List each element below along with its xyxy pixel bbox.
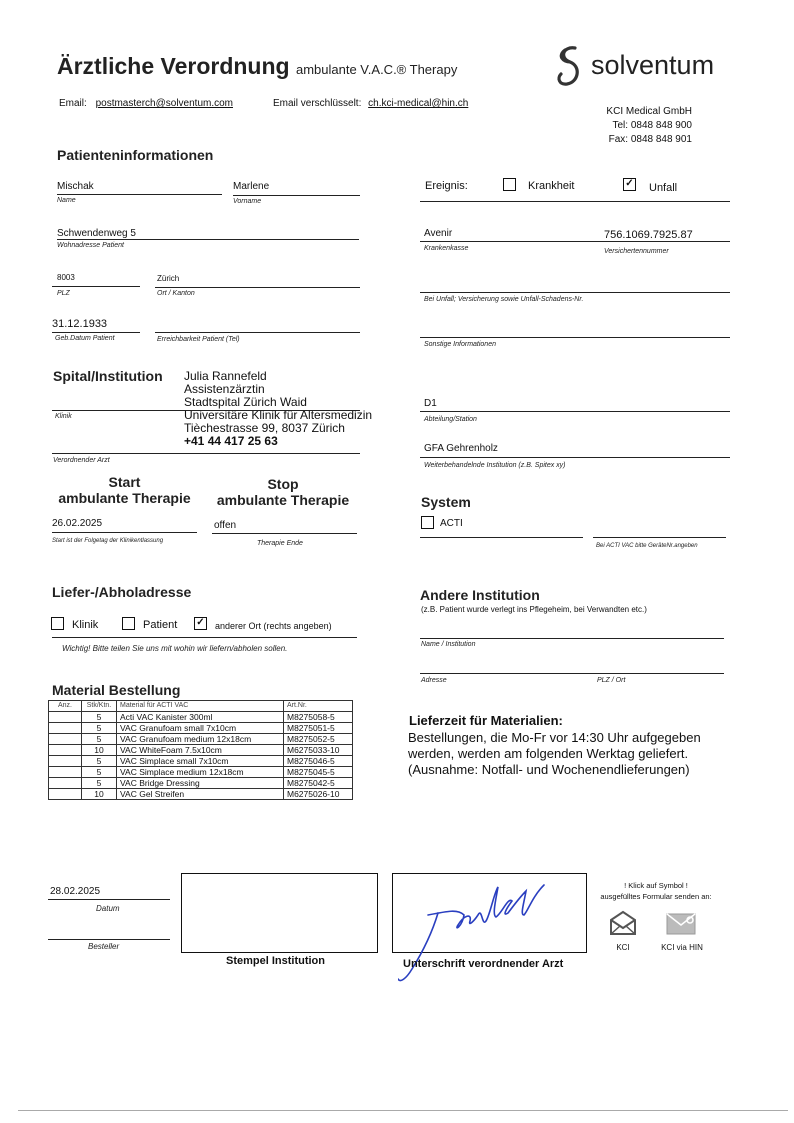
liefer-anderer-checkbox[interactable] <box>194 617 207 630</box>
cell-anz[interactable] <box>49 745 82 756</box>
liefer-klinik-label: Klinik <box>72 619 99 631</box>
stop-caption: Therapie Ende <box>257 540 303 547</box>
klinik-caption: Klinik <box>55 413 72 420</box>
cell-artnr: M8275051-5 <box>284 723 353 734</box>
email-link[interactable]: postmasterch@solventum.com <box>95 98 233 109</box>
cell-anz[interactable] <box>49 767 82 778</box>
tel-caption: Erreichbarkeit Patient (Tel) <box>157 336 240 343</box>
send-kci-button[interactable] <box>608 910 638 958</box>
cell-anz[interactable] <box>49 778 82 789</box>
col-stk: Stk/Ktn. <box>82 701 117 712</box>
cell-anz[interactable] <box>49 712 82 723</box>
unfall-checkbox[interactable] <box>623 178 636 191</box>
acti-label: ACTI <box>440 518 463 529</box>
cell-artnr: M6275026-10 <box>284 789 353 800</box>
cell-artnr: M8275052-5 <box>284 734 353 745</box>
table-row <box>49 734 353 745</box>
material-table <box>48 700 353 800</box>
patient-address[interactable]: Schwendenweg 5 <box>57 228 136 239</box>
liefer-klinik-checkbox[interactable] <box>51 617 64 630</box>
cell-stk: 5 <box>82 767 117 778</box>
table-header-row <box>49 701 353 712</box>
besteller-caption: Besteller <box>88 942 120 951</box>
solventum-logo-icon <box>553 44 587 90</box>
stop-subtitle: ambulante Therapie <box>216 492 350 508</box>
cell-material: VAC Granufoam small 7x10cm <box>117 723 284 734</box>
start-caption: Start ist der Folgetag der Klinikentlassung <box>52 538 164 544</box>
page-title: Ärztliche Verordnung ambulante V.A.C.® Therapy <box>57 53 458 79</box>
email-encrypted-label: Email verschlüsselt: <box>273 98 362 109</box>
table-row <box>49 789 353 800</box>
krankheit-label: Krankheit <box>528 180 575 192</box>
weiterbehandelnde-value[interactable]: GFA Gehrenholz <box>424 443 498 454</box>
stempel-label: Stempel Institution <box>226 955 325 967</box>
section-liefer: Liefer-/Abholadresse <box>52 584 192 600</box>
patient-name[interactable]: Mischak <box>57 181 94 192</box>
cell-material: Acti VAC Kanister 300ml <box>117 712 284 723</box>
cell-stk: 10 <box>82 789 117 800</box>
section-material: Material Bestellung <box>52 682 181 698</box>
liefer-patient-label: Patient <box>143 619 178 631</box>
email-encrypted-link[interactable]: ch.kci-medical@hin.ch <box>368 98 469 109</box>
lieferzeit-title: Lieferzeit für Materialien: <box>409 713 563 728</box>
sonstige-caption: Sonstige Informationen <box>424 341 496 348</box>
cell-material: VAC Bridge Dressing <box>117 778 284 789</box>
station-caption: Abteilung/Station <box>424 416 477 423</box>
patient-plz[interactable]: 8003 <box>57 273 75 282</box>
table-row <box>49 767 353 778</box>
checkmark-icon: ✓ <box>625 178 634 189</box>
table-row <box>49 756 353 767</box>
datum-caption: Datum <box>96 904 120 913</box>
acti-caption: Bei ACTI VAC bitte GeräteNr.angeben <box>596 543 698 549</box>
table-row <box>49 745 353 756</box>
andere-name-caption: Name / Institution <box>421 641 476 648</box>
section-andere: Andere Institution <box>420 587 540 603</box>
cell-stk: 5 <box>82 734 117 745</box>
stamp-line: +41 44 417 25 63 <box>184 434 278 448</box>
acti-checkbox[interactable] <box>421 516 434 529</box>
unfall-label: Unfall <box>649 182 678 194</box>
therapie-start[interactable]: 26.02.2025 <box>52 518 103 529</box>
dob-caption: Geb.Datum Patient <box>55 335 115 342</box>
cell-anz[interactable] <box>49 756 82 767</box>
section-patient: Patienteninformationen <box>57 147 214 163</box>
hin-envelope-icon <box>659 910 705 936</box>
patient-vorname[interactable]: Marlene <box>233 181 270 192</box>
stamp-line: Universitäre Klinik für Altersmedizin <box>184 408 373 422</box>
ort-caption: Ort / Kanton <box>157 290 195 297</box>
liefer-patient-checkbox[interactable] <box>122 617 135 630</box>
kci-label: KCI <box>616 943 630 952</box>
weiterbehandelnde-caption: Weiterbehandelnde Institution (z.B. Spitex xy) <box>424 462 566 469</box>
cell-stk: 5 <box>82 712 117 723</box>
address-caption: Wohnadresse Patient <box>57 242 124 249</box>
start-subtitle: ambulante Therapie <box>58 490 191 506</box>
name-caption: Name <box>57 197 76 204</box>
lieferzeit-line: Bestellungen, die Mo-Fr vor 14:30 Uhr aufgegeben <box>408 730 701 745</box>
liefer-hint: Wichtig! Bitte teilen Sie uns mit wohin wir liefern/abholen sollen. <box>62 644 288 653</box>
plz-caption: PLZ <box>57 290 70 297</box>
anderer-ort-text: anderer Ort <box>215 621 262 631</box>
section-system: System <box>421 494 471 510</box>
cell-artnr: M8275046-5 <box>284 756 353 767</box>
col-anz: Anz. <box>49 701 82 712</box>
stamp-line: Stadtspital Zürich Waid <box>184 395 307 409</box>
andere-adresse-caption: Adresse <box>421 677 447 684</box>
stamp-line: Julia Rannefeld <box>184 369 267 383</box>
email-label: Email: <box>59 98 87 109</box>
company-name: KCI Medical GmbH <box>606 106 692 117</box>
anderer-ort-note: (rechts angeben) <box>263 621 332 631</box>
table-row <box>49 712 353 723</box>
start-heading <box>52 474 197 506</box>
vorname-caption: Vorname <box>233 198 262 205</box>
stamp-line: Assistenzärztin <box>184 382 265 396</box>
cell-artnr: M6275033-10 <box>284 745 353 756</box>
stempel-box[interactable] <box>181 873 378 953</box>
cell-artnr: M8275045-5 <box>284 767 353 778</box>
table-row <box>49 723 353 734</box>
company-tel: Tel: 0848 848 900 <box>612 120 692 131</box>
kci-hin-label: KCI via HIN <box>661 943 703 952</box>
klick-hint <box>596 880 716 902</box>
envelope-icon <box>608 910 638 936</box>
company-info <box>600 105 692 147</box>
ereignis-label: Ereignis: <box>425 180 468 192</box>
klick-line2: ausgefülltes Formular senden an: <box>600 892 712 901</box>
checkmark-icon: ✓ <box>196 617 205 628</box>
krankenkasse-caption: Krankenkasse <box>424 245 469 252</box>
cell-stk: 10 <box>82 745 117 756</box>
section-spital: Spital/Institution <box>53 368 163 384</box>
krankenkasse[interactable]: Avenir <box>424 228 453 239</box>
cell-material: VAC Gel Streifen <box>117 789 284 800</box>
stop-heading <box>212 476 354 508</box>
cell-stk: 5 <box>82 756 117 767</box>
stamp-line: Tièchestrasse 99, 8037 Zürich <box>184 421 345 435</box>
cell-stk: 5 <box>82 723 117 734</box>
cell-material: VAC Simplace small 7x10cm <box>117 756 284 767</box>
cell-material: VAC WhiteFoam 7.5x10cm <box>117 745 284 756</box>
klick-line1: ! Klick auf Symbol ! <box>624 881 688 890</box>
page-subtitle: ambulante V.A.C.® Therapy <box>295 62 458 77</box>
patient-ort[interactable]: Zürich <box>157 274 180 283</box>
arzt-caption: Verordnender Arzt <box>53 457 110 464</box>
cell-anz[interactable] <box>49 789 82 800</box>
unterschrift-label: Unterschrift verordnender Arzt <box>403 958 564 970</box>
cell-anz[interactable] <box>49 723 82 734</box>
versichertennummer-caption: Versichertennummer <box>604 248 669 255</box>
liefer-anderer-label <box>215 621 332 631</box>
krankheit-checkbox[interactable] <box>503 178 516 191</box>
cell-material: VAC Granufoam medium 12x18cm <box>117 734 284 745</box>
table-row <box>49 778 353 789</box>
cell-material: VAC Simplace medium 12x18cm <box>117 767 284 778</box>
company-fax: Fax: 0848 848 901 <box>608 134 692 145</box>
unfall-versicherung-caption: Bei Unfall; Versicherung sowie Unfall-Schadens-Nr. <box>424 296 584 303</box>
station-value[interactable]: D1 <box>424 398 437 409</box>
datum-value[interactable]: 28.02.2025 <box>50 886 101 897</box>
col-artnr: Art.Nr. <box>284 701 353 712</box>
page-divider <box>18 1110 788 1111</box>
cell-anz[interactable] <box>49 734 82 745</box>
lieferzeit-line: (Ausnahme: Notfall- und Wochenendlieferungen) <box>408 762 690 777</box>
start-title: Start <box>108 474 141 490</box>
patient-dob[interactable]: 31.12.1933 <box>52 318 108 330</box>
lieferzeit-line: werden, werden am folgenden Werktag geliefert. <box>408 746 689 761</box>
col-material: Material für ACTI VAC <box>117 701 284 712</box>
send-kci-hin-button[interactable] <box>659 910 705 958</box>
andere-note: (z.B. Patient wurde verlegt ins Pflegeheim, bei Verwandten etc.) <box>421 605 647 614</box>
cell-stk: 5 <box>82 778 117 789</box>
therapie-stop[interactable]: offen <box>214 520 237 531</box>
andere-plz-caption: PLZ / Ort <box>597 677 626 684</box>
brand-name: solventum <box>591 50 715 80</box>
cell-artnr: M8275042-5 <box>284 778 353 789</box>
stop-title: Stop <box>267 476 299 492</box>
cell-artnr: M8275058-5 <box>284 712 353 723</box>
versichertennummer[interactable]: 756.1069.7925.87 <box>604 229 693 241</box>
arzt-stamp <box>184 370 372 448</box>
